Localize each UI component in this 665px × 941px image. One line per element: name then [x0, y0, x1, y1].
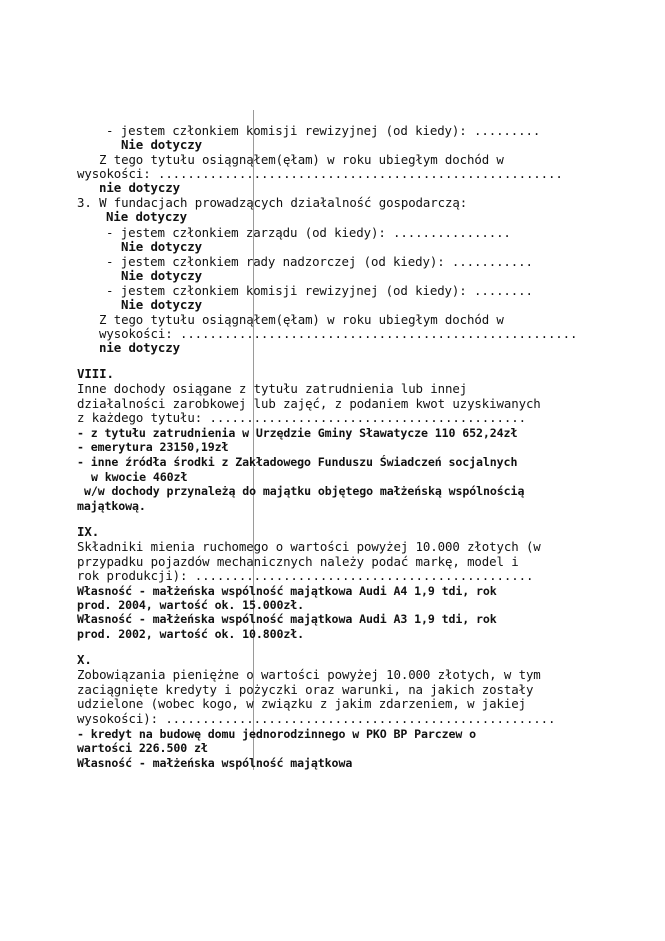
vehicle-entry: Własność - małżeńska wspólność majątkowa Audi A3 1,9 tdi, rok: [77, 612, 497, 626]
marital-property-note: w/w dochody przynależą do majątku objętego małżeńską wspólnością: [84, 484, 525, 498]
income-amount-line: wysokości: ......................................................: [99, 326, 578, 341]
section-text: rok produkcji): ..............................................: [77, 568, 534, 583]
section-heading-viii: VIII.: [77, 366, 114, 381]
section-heading-ix: IX.: [77, 524, 100, 539]
section-text: działalności zarobkowej lub zajęć, z podaniem kwot uzyskiwanych: [77, 396, 541, 411]
loan-entry: wartości 226.500 zł: [77, 741, 208, 755]
audit-committee-line: - jestem członkiem komisji rewizyjnej (od kiedy): .........: [106, 123, 541, 138]
section-heading-x: X.: [77, 652, 92, 667]
section-text: przypadku pojazdów mechanicznych należy podać markę, model i: [77, 554, 519, 569]
foundations-line: 3. W fundacjach prowadzących działalność gospodarczą:: [77, 195, 468, 210]
section-text: udzielone (wobec kogo, w związku z jakim zdarzeniem, w jakiej: [77, 696, 526, 711]
marital-property-note: majątkową.: [77, 499, 146, 513]
section-text: Zobowiązania pieniężne o wartości powyżej 10.000 złotych, w tym: [77, 667, 541, 682]
not-applicable-label: nie dotyczy: [99, 180, 180, 195]
income-entry: - inne źródła środki z Zakładowego Funduszu Świadczeń socjalnych: [77, 455, 518, 469]
not-applicable-label: Nie dotyczy: [106, 209, 187, 224]
income-entry: - emerytura 23150,19zł: [77, 440, 229, 454]
income-line: Z tego tytułu osiągnąłem(ęłam) w roku ubiegłym dochód w: [99, 312, 504, 327]
loan-entry: - kredyt na budowę domu jednorodzinnego w PKO BP Parczew o: [77, 727, 477, 741]
section-text: wysokości): .....................................................: [77, 711, 556, 726]
board-member-line: - jestem członkiem zarządu (od kiedy): ................: [106, 225, 511, 240]
income-entry: - z tytułu zatrudnienia w Urzędzie Gminy Sławatycze 110 652,24zł: [77, 426, 518, 440]
not-applicable-label: Nie dotyczy: [121, 297, 202, 312]
vehicle-entry: prod. 2002, wartość ok. 10.800zł.: [77, 627, 305, 641]
income-line: Z tego tytułu osiągnąłem(ęłam) w roku ubiegłym dochód w: [99, 152, 504, 167]
income-entry-continuation: w kwocie 460zł: [91, 470, 188, 484]
not-applicable-label: nie dotyczy: [99, 340, 180, 355]
income-amount-line: wysokości: .......................................................: [77, 166, 563, 181]
audit-committee-line: - jestem członkiem komisji rewizyjnej (od kiedy): ........: [106, 283, 533, 298]
section-text: Inne dochody osiągane z tytułu zatrudnienia lub innej: [77, 381, 468, 396]
vehicle-entry: Własność - małżeńska wspólność majątkowa Audi A4 1,9 tdi, rok: [77, 584, 497, 598]
section-text: Składniki mienia ruchomego o wartości powyżej 10.000 złotych (w: [77, 539, 541, 554]
supervisory-board-line: - jestem członkiem rady nadzorczej (od kiedy): ...........: [106, 254, 533, 269]
not-applicable-label: Nie dotyczy: [121, 137, 202, 152]
section-text: zaciągnięte kredyty i pożyczki oraz warunki, na jakich zostały: [77, 682, 534, 697]
not-applicable-label: Nie dotyczy: [121, 239, 202, 254]
ownership-note: Własność - małżeńska wspólność majątkowa: [77, 756, 353, 770]
not-applicable-label: Nie dotyczy: [121, 268, 202, 283]
vehicle-entry: prod. 2004, wartość ok. 15.000zł.: [77, 598, 305, 612]
section-text: z każdego tytułu: ...........................................: [77, 410, 526, 425]
